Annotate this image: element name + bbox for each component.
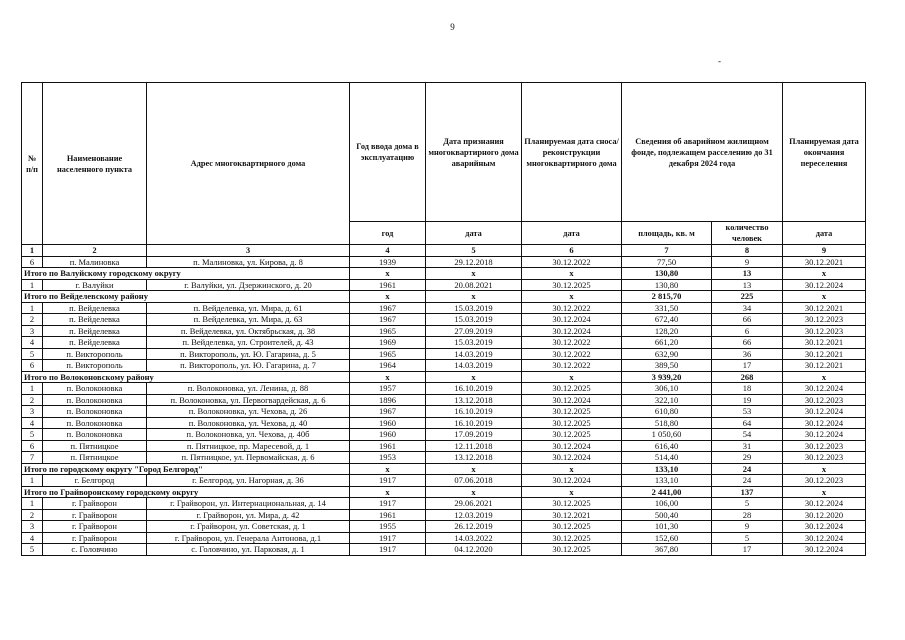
header-address: Адрес многоквартирного дома (147, 83, 350, 245)
cell-address: п. Пятницкое, ул. Первомайская, д. 6 (147, 452, 350, 464)
cell-address: п. Пятницкое, пр. Маресевой, д. 1 (147, 440, 350, 452)
cell-num: 4 (22, 417, 43, 429)
cell-people: 31 (712, 440, 783, 452)
cell-num: 5 (22, 429, 43, 441)
subheader-area: площадь, кв. м (622, 222, 712, 245)
table-row (22, 475, 866, 487)
cell-recognition-date: x (426, 486, 522, 498)
cell-demolition-date: 30.12.2022 (522, 302, 622, 314)
cell-people: 6 (712, 325, 783, 337)
header-settlement: Наименование населенного пункта (43, 83, 147, 245)
cell-address: п. Волоконовка, ул. Чехова, д. 40б (147, 429, 350, 441)
emergency-housing-table (21, 82, 866, 556)
cell-address: п. Волоконовка, ул. Чехова, д. 26 (147, 406, 350, 418)
column-number: 7 (622, 245, 712, 257)
header-year: Год ввода дома в эксплуатацию (350, 83, 426, 222)
cell-demolition-date: 30.12.2024 (522, 452, 622, 464)
cell-year: 1960 (350, 417, 426, 429)
cell-people: 29 (712, 452, 783, 464)
subheader-date: дата (522, 222, 622, 245)
cell-recognition-date: 20.08.2021 (426, 279, 522, 291)
cell-num: 1 (22, 302, 43, 314)
cell-people: 54 (712, 429, 783, 441)
cell-recognition-date: 27.09.2019 (426, 325, 522, 337)
cell-area: 306,10 (622, 383, 712, 395)
cell-area: 672,40 (622, 314, 712, 326)
cell-demolition-date: 30.12.2024 (522, 325, 622, 337)
table-row (22, 256, 866, 268)
cell-year: x (350, 486, 426, 498)
cell-area: 616,40 (622, 440, 712, 452)
cell-num: 3 (22, 325, 43, 337)
cell-year: 1953 (350, 452, 426, 464)
table-row (22, 498, 866, 510)
cell-end-date: 30.12.2023 (783, 475, 866, 487)
cell-recognition-date: 12.03.2019 (426, 509, 522, 521)
cell-end-date: 30.12.2024 (783, 279, 866, 291)
table-row (22, 417, 866, 429)
total-label: Итого по Грайворонскому городскому округу (22, 486, 350, 498)
cell-demolition-date: 30.12.2025 (522, 521, 622, 533)
cell-area: 322,10 (622, 394, 712, 406)
cell-end-date: x (783, 291, 866, 303)
cell-people: 17 (712, 544, 783, 556)
cell-end-date: 30.12.2024 (783, 406, 866, 418)
cell-num: 3 (22, 521, 43, 533)
cell-year: 1917 (350, 532, 426, 544)
column-number: 4 (350, 245, 426, 257)
cell-demolition-date: x (522, 371, 622, 383)
cell-people: 18 (712, 383, 783, 395)
cell-settlement: п. Волоконовка (43, 417, 147, 429)
cell-demolition-date: 30.12.2022 (522, 348, 622, 360)
cell-recognition-date: 16.10.2019 (426, 417, 522, 429)
cell-num: 3 (22, 406, 43, 418)
table-row (22, 544, 866, 556)
cell-address: г. Грайворон, ул. Советская, д. 1 (147, 521, 350, 533)
cell-settlement: п. Викторополь (43, 348, 147, 360)
cell-end-date: x (783, 486, 866, 498)
cell-demolition-date: 30.12.2024 (522, 394, 622, 406)
total-row (22, 291, 866, 303)
cell-recognition-date: 13.12.2018 (426, 394, 522, 406)
cell-area: 518,80 (622, 417, 712, 429)
cell-settlement: п. Волоконовка (43, 383, 147, 395)
cell-settlement: с. Головчино (43, 544, 147, 556)
cell-demolition-date: 30.12.2024 (522, 314, 622, 326)
cell-settlement: г. Грайворон (43, 509, 147, 521)
cell-settlement: п. Волоконовка (43, 394, 147, 406)
cell-num: 5 (22, 544, 43, 556)
cell-settlement: п. Волоконовка (43, 406, 147, 418)
cell-recognition-date: x (426, 268, 522, 280)
cell-area: 661,20 (622, 337, 712, 349)
cell-num: 2 (22, 314, 43, 326)
cell-settlement: г. Грайворон (43, 532, 147, 544)
cell-num: 4 (22, 337, 43, 349)
cell-demolition-date: 30.12.2025 (522, 279, 622, 291)
cell-people: 225 (712, 291, 783, 303)
cell-year: x (350, 371, 426, 383)
cell-settlement: г. Грайворон (43, 498, 147, 510)
cell-settlement: п. Вейделевка (43, 302, 147, 314)
cell-address: с. Головчино, ул. Парковая, д. 1 (147, 544, 350, 556)
cell-end-date: 30.12.2021 (783, 302, 866, 314)
cell-address: г. Грайворон, ул. Мира, д. 42 (147, 509, 350, 521)
cell-end-date: 30.12.2023 (783, 314, 866, 326)
cell-recognition-date: 12.11.2018 (426, 440, 522, 452)
cell-year: 1939 (350, 256, 426, 268)
cell-recognition-date: 15.03.2019 (426, 337, 522, 349)
table-row (22, 279, 866, 291)
total-row (22, 486, 866, 498)
total-row (22, 268, 866, 280)
header-end: Планируемая дата окончания переселения (783, 83, 866, 222)
cell-address: п. Вейделевка, ул. Строителей, д. 43 (147, 337, 350, 349)
cell-end-date: 30.12.2023 (783, 325, 866, 337)
cell-year: 1964 (350, 360, 426, 372)
cell-settlement: п. Викторополь (43, 360, 147, 372)
cell-settlement: п. Вейделевка (43, 314, 147, 326)
cell-year: 1961 (350, 509, 426, 521)
cell-year: 1961 (350, 279, 426, 291)
cell-people: 19 (712, 394, 783, 406)
cell-recognition-date: 15.03.2019 (426, 302, 522, 314)
cell-end-date: 30.12.2024 (783, 544, 866, 556)
cell-demolition-date: x (522, 486, 622, 498)
table-row (22, 314, 866, 326)
cell-num: 2 (22, 394, 43, 406)
column-number: 2 (43, 245, 147, 257)
cell-num: 2 (22, 509, 43, 521)
cell-recognition-date: 16.10.2019 (426, 383, 522, 395)
cell-demolition-date: 30.12.2025 (522, 383, 622, 395)
cell-year: 1917 (350, 498, 426, 510)
column-number: 1 (22, 245, 43, 257)
cell-end-date: 30.12.2024 (783, 417, 866, 429)
cell-recognition-date: 29.12.2018 (426, 256, 522, 268)
cell-area: 101,30 (622, 521, 712, 533)
cell-demolition-date: x (522, 291, 622, 303)
cell-end-date: 30.12.2021 (783, 348, 866, 360)
cell-year: 1917 (350, 475, 426, 487)
cell-settlement: г. Белгород (43, 475, 147, 487)
cell-year: 1967 (350, 314, 426, 326)
cell-people: 28 (712, 509, 783, 521)
cell-area: 2 441,00 (622, 486, 712, 498)
cell-end-date: x (783, 268, 866, 280)
table-row (22, 509, 866, 521)
cell-end-date: x (783, 463, 866, 475)
cell-demolition-date: 30.12.2022 (522, 256, 622, 268)
cell-address: п. Волоконовка, ул. Первогвардейская, д. 6 (147, 394, 350, 406)
cell-area: 367,80 (622, 544, 712, 556)
cell-address: п. Малиновка, ул. Кирова, д. 8 (147, 256, 350, 268)
cell-area: 133,10 (622, 463, 712, 475)
cell-address: г. Грайворон, ул. Генерала Антонова, д.1 (147, 532, 350, 544)
cell-people: 9 (712, 256, 783, 268)
cell-demolition-date: x (522, 268, 622, 280)
cell-people: 268 (712, 371, 783, 383)
cell-recognition-date: 14.03.2022 (426, 532, 522, 544)
column-number: 6 (522, 245, 622, 257)
table-row (22, 521, 866, 533)
cell-end-date: 30.12.2021 (783, 256, 866, 268)
cell-num: 7 (22, 452, 43, 464)
cell-num: 6 (22, 256, 43, 268)
cell-people: 9 (712, 521, 783, 533)
cell-demolition-date: 30.12.2021 (522, 509, 622, 521)
cell-year: x (350, 291, 426, 303)
cell-year: 1917 (350, 544, 426, 556)
cell-address: п. Вейделевка, ул. Мира, д. 63 (147, 314, 350, 326)
cell-recognition-date: 14.03.2019 (426, 348, 522, 360)
cell-demolition-date: 30.12.2025 (522, 406, 622, 418)
table-row (22, 348, 866, 360)
cell-demolition-date: 30.12.2024 (522, 475, 622, 487)
cell-settlement: г. Валуйки (43, 279, 147, 291)
cell-people: 137 (712, 486, 783, 498)
total-label: Итого по Валуйскому городскому округу (22, 268, 350, 280)
cell-demolition-date: 30.12.2025 (522, 532, 622, 544)
cell-people: 64 (712, 417, 783, 429)
cell-year: 1957 (350, 383, 426, 395)
cell-area: 2 815,70 (622, 291, 712, 303)
table-row (22, 360, 866, 372)
cell-people: 13 (712, 268, 783, 280)
cell-year: 1896 (350, 394, 426, 406)
cell-settlement: п. Пятницкое (43, 452, 147, 464)
cell-num: 1 (22, 279, 43, 291)
cell-area: 130,80 (622, 268, 712, 280)
table-row (22, 440, 866, 452)
cell-people: 36 (712, 348, 783, 360)
cell-people: 53 (712, 406, 783, 418)
cell-settlement: п. Малиновка (43, 256, 147, 268)
cell-settlement: п. Пятницкое (43, 440, 147, 452)
total-row (22, 463, 866, 475)
cell-recognition-date: 13.12.2018 (426, 452, 522, 464)
cell-area: 152,60 (622, 532, 712, 544)
cell-end-date: 30.12.2021 (783, 337, 866, 349)
header-num: № п/п (22, 83, 43, 245)
table-body (22, 256, 866, 555)
cell-recognition-date: x (426, 371, 522, 383)
cell-area: 133,10 (622, 475, 712, 487)
cell-recognition-date: x (426, 291, 522, 303)
cell-settlement: п. Вейделевка (43, 337, 147, 349)
cell-num: 1 (22, 475, 43, 487)
cell-demolition-date: 30.12.2024 (522, 440, 622, 452)
cell-address: п. Викторополь, ул. Ю. Гагарина, д. 5 (147, 348, 350, 360)
cell-address: г. Валуйки, ул. Дзержинского, д. 20 (147, 279, 350, 291)
total-row (22, 371, 866, 383)
cell-recognition-date: 26.12.2019 (426, 521, 522, 533)
table-row (22, 325, 866, 337)
cell-area: 610,80 (622, 406, 712, 418)
cell-recognition-date: 04.12.2020 (426, 544, 522, 556)
cell-recognition-date: 29.06.2021 (426, 498, 522, 510)
cell-year: 1961 (350, 440, 426, 452)
page-number: 9 (450, 22, 455, 32)
cell-address: п. Викторополь, ул. Ю. Гагарина, д. 7 (147, 360, 350, 372)
cell-address: п. Волоконовка, ул. Ленина, д. 88 (147, 383, 350, 395)
stray-mark: - (718, 56, 721, 66)
cell-demolition-date: x (522, 463, 622, 475)
subheader-year: год (350, 222, 426, 245)
table-row (22, 452, 866, 464)
cell-people: 13 (712, 279, 783, 291)
cell-num: 6 (22, 440, 43, 452)
cell-year: 1965 (350, 325, 426, 337)
cell-people: 66 (712, 337, 783, 349)
cell-recognition-date: 15.03.2019 (426, 314, 522, 326)
cell-area: 77,50 (622, 256, 712, 268)
cell-demolition-date: 30.12.2025 (522, 429, 622, 441)
cell-area: 389,50 (622, 360, 712, 372)
cell-demolition-date: 30.12.2025 (522, 544, 622, 556)
table-row (22, 406, 866, 418)
cell-end-date: 30.12.2024 (783, 429, 866, 441)
cell-demolition-date: 30.12.2025 (522, 498, 622, 510)
table-row (22, 429, 866, 441)
table-row (22, 337, 866, 349)
cell-year: 1967 (350, 302, 426, 314)
cell-area: 106,00 (622, 498, 712, 510)
table-row (22, 532, 866, 544)
cell-people: 17 (712, 360, 783, 372)
cell-year: 1960 (350, 429, 426, 441)
cell-area: 632,90 (622, 348, 712, 360)
cell-demolition-date: 30.12.2022 (522, 337, 622, 349)
cell-end-date: 30.12.2024 (783, 532, 866, 544)
cell-year: x (350, 463, 426, 475)
cell-address: п. Вейделевка, ул. Октябрьская, д. 38 (147, 325, 350, 337)
cell-end-date: 30.12.2023 (783, 452, 866, 464)
cell-area: 1 050,60 (622, 429, 712, 441)
cell-num: 1 (22, 383, 43, 395)
cell-address: г. Грайворон, ул. Интернациональная, д. 14 (147, 498, 350, 510)
cell-address: п. Волоконовка, ул. Чехова, д. 40 (147, 417, 350, 429)
cell-end-date: 30.12.2024 (783, 383, 866, 395)
cell-end-date: 30.12.2021 (783, 360, 866, 372)
cell-people: 66 (712, 314, 783, 326)
cell-year: x (350, 268, 426, 280)
cell-recognition-date: 14.03.2019 (426, 360, 522, 372)
cell-area: 130,80 (622, 279, 712, 291)
cell-recognition-date: x (426, 463, 522, 475)
cell-people: 5 (712, 532, 783, 544)
cell-settlement: п. Вейделевка (43, 325, 147, 337)
header-info: Сведения об аварийном жилищном фонде, подлежащем расселению до 31 декабря 2024 года (622, 83, 783, 222)
cell-recognition-date: 07.06.2018 (426, 475, 522, 487)
header-recognition: Дата признания многоквартирного дома аварийным (426, 83, 522, 222)
table-row (22, 394, 866, 406)
cell-demolition-date: 30.12.2025 (522, 417, 622, 429)
column-number: 8 (712, 245, 783, 257)
cell-area: 500,40 (622, 509, 712, 521)
cell-num: 5 (22, 348, 43, 360)
cell-end-date: 30.12.2023 (783, 394, 866, 406)
cell-recognition-date: 17.09.2019 (426, 429, 522, 441)
cell-end-date: 30.12.2024 (783, 498, 866, 510)
subheader-people: количество человек (712, 222, 783, 245)
cell-num: 1 (22, 498, 43, 510)
total-label: Итого по Волоконовскому району (22, 371, 350, 383)
total-label: Итого по городскому округу "Город Белгород" (22, 463, 350, 475)
total-label: Итого по Вейделевскому району (22, 291, 350, 303)
cell-end-date: x (783, 371, 866, 383)
cell-num: 4 (22, 532, 43, 544)
cell-address: г. Белгород, ул. Нагорная, д. 36 (147, 475, 350, 487)
cell-year: 1955 (350, 521, 426, 533)
cell-year: 1965 (350, 348, 426, 360)
cell-area: 514,40 (622, 452, 712, 464)
cell-end-date: 30.12.2020 (783, 509, 866, 521)
cell-demolition-date: 30.12.2022 (522, 360, 622, 372)
cell-area: 3 939,20 (622, 371, 712, 383)
cell-end-date: 30.12.2023 (783, 440, 866, 452)
cell-area: 331,50 (622, 302, 712, 314)
cell-people: 24 (712, 475, 783, 487)
cell-settlement: п. Волоконовка (43, 429, 147, 441)
cell-area: 128,20 (622, 325, 712, 337)
cell-num: 6 (22, 360, 43, 372)
cell-people: 34 (712, 302, 783, 314)
column-number: 5 (426, 245, 522, 257)
column-number: 9 (783, 245, 866, 257)
table-row (22, 302, 866, 314)
cell-address: п. Вейделевка, ул. Мира, д. 61 (147, 302, 350, 314)
cell-settlement: г. Грайворон (43, 521, 147, 533)
header-demolition: Планируемая дата сноса/ реконструкции многоквартирного дома (522, 83, 622, 222)
cell-end-date: 30.12.2024 (783, 521, 866, 533)
subheader-date: дата (426, 222, 522, 245)
cell-year: 1967 (350, 406, 426, 418)
column-number: 3 (147, 245, 350, 257)
cell-year: 1969 (350, 337, 426, 349)
cell-people: 5 (712, 498, 783, 510)
table-row (22, 383, 866, 395)
cell-recognition-date: 16.10.2019 (426, 406, 522, 418)
cell-people: 24 (712, 463, 783, 475)
subheader-date: дата (783, 222, 866, 245)
